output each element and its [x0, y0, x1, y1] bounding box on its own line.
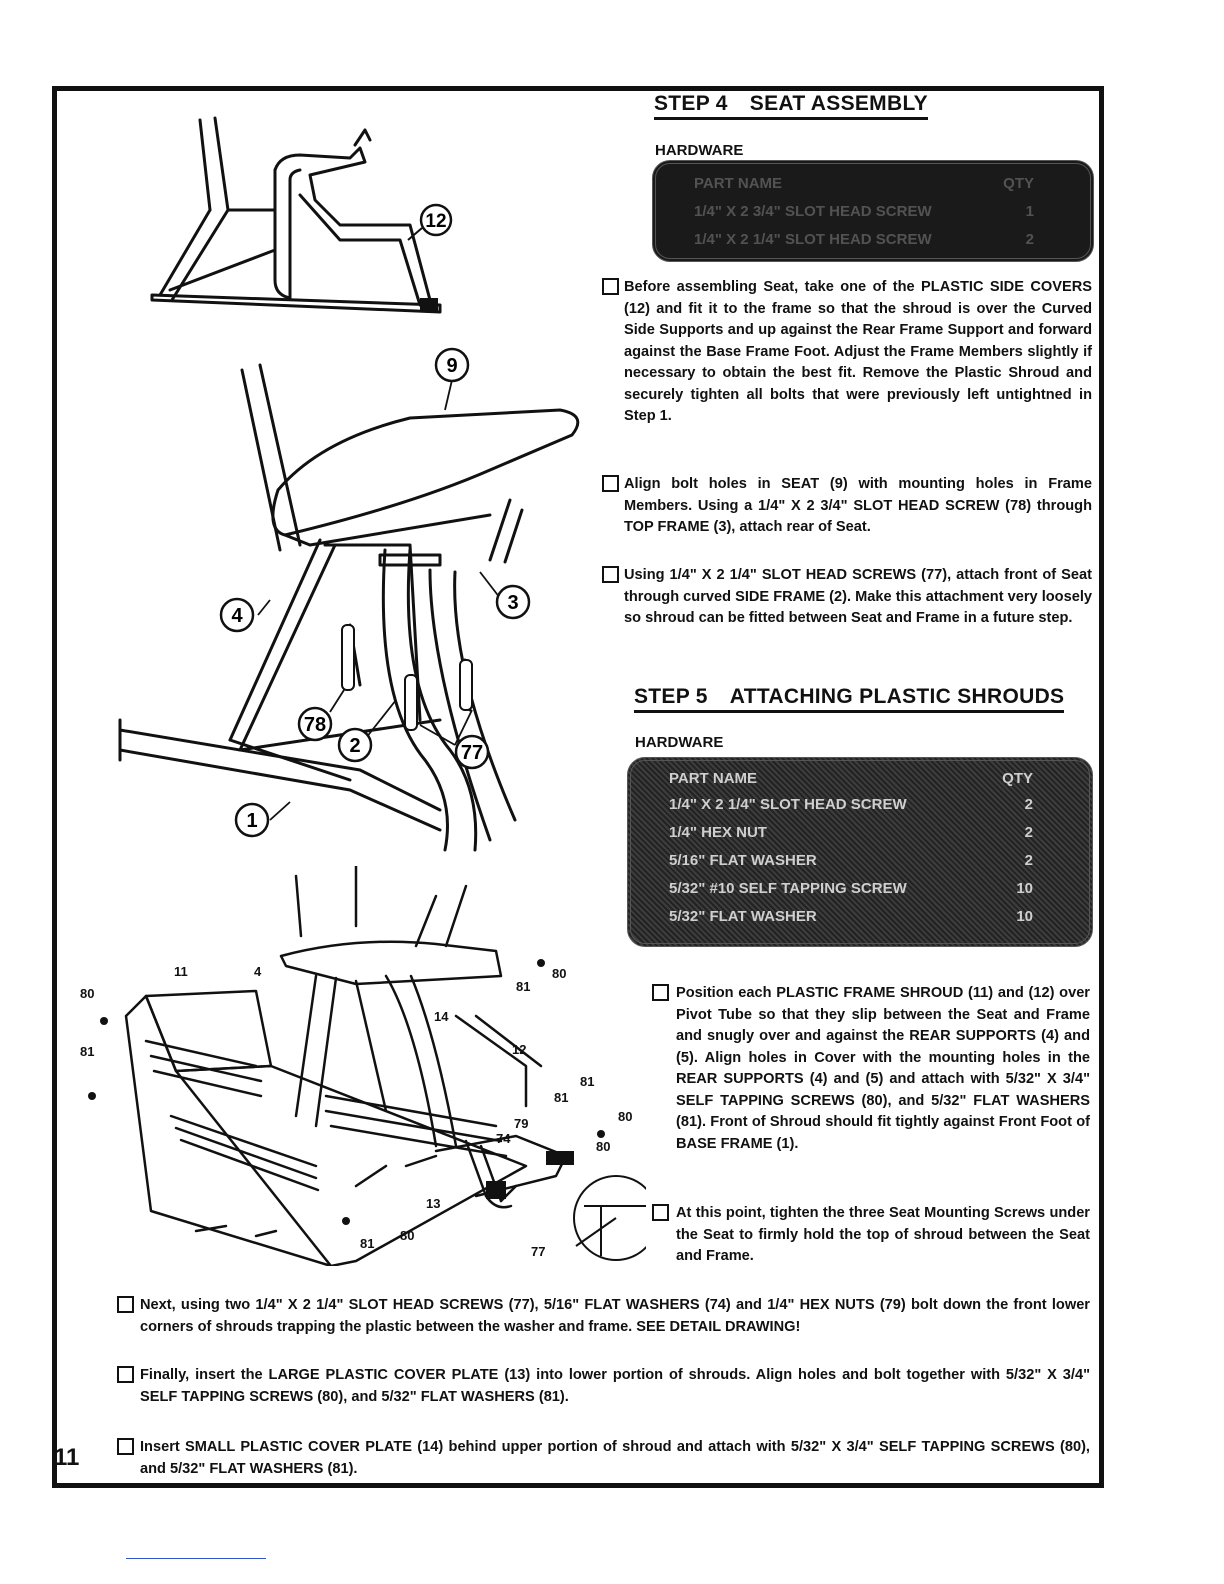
callout-label: 12 — [425, 211, 447, 232]
part-name: 1/4" HEX NUT — [669, 824, 767, 841]
part-name: 5/16" FLAT WASHER — [669, 852, 817, 869]
hardware-row — [631, 821, 1089, 845]
checkbox[interactable] — [652, 984, 669, 1001]
instruction-text: Before assembling Seat, take one of the PLASTIC SIDE COVERS (12) and fit it to the frame so that the shroud is over the Curved Side Supports and up against the Rear Frame Support and forward against the Base Frame Foot. Adjust the Frame Members slightly if necessary to obtain the best fit. Remove the Plastic Shroud and securely tighten all bolts that were previously left untightned in Step 1. — [624, 279, 1092, 424]
part-name-header: PART NAME — [669, 770, 758, 787]
checkbox[interactable] — [117, 1296, 134, 1313]
checkbox[interactable] — [602, 566, 619, 583]
callout-label: 81 — [360, 1236, 375, 1251]
hardware-header-row — [631, 767, 1089, 791]
part-qty: 2 — [1024, 796, 1033, 813]
step4-hardware-label: HARDWARE — [655, 142, 744, 159]
callout-label: 3 — [507, 592, 519, 614]
step5-instruction-5 — [140, 1437, 1090, 1480]
part-name: 1/4" X 2 1/4" SLOT HEAD SCREW — [669, 796, 907, 813]
instruction-text: Using 1/4" X 2 1/4" SLOT HEAD SCREWS (77), attach front of Seat through curved SIDE FRAME (2). Make this attachment very loosely so shroud can be fitted between Seat and Frame in a future step. — [624, 567, 1092, 626]
step4-heading — [654, 92, 928, 120]
instruction-text: Insert SMALL PLASTIC COVER PLATE (14) behind upper portion of shroud and attach with 5/32" X 3/4" SELF TAPPING SCREWS (80), and 5/32" FLAT WASHERS (81). — [140, 1439, 1090, 1477]
instruction-text: Next, using two 1/4" X 2 1/4" SLOT HEAD SCREWS (77), 5/16" FLAT WASHERS (74) and 1/4" HEX NUTS (79) bolt down the front lower corners of shrouds trapping the plastic between the washer and frame. SEE DETAIL DRAWING! — [140, 1297, 1090, 1335]
callout-label: 81 — [580, 1074, 595, 1089]
step4-instruction-3 — [624, 565, 1092, 630]
part-qty: 2 — [1024, 824, 1033, 841]
seat-assembly-illustration — [110, 340, 590, 870]
callout-label: 77 — [460, 742, 484, 764]
callout-label: 12 — [512, 1042, 527, 1057]
checkbox[interactable] — [602, 278, 619, 295]
page-number: 11 — [54, 1444, 80, 1471]
callout-label: 81 — [554, 1090, 569, 1105]
part-qty: 10 — [1016, 880, 1033, 897]
part-name: 5/32" FLAT WASHER — [669, 908, 817, 925]
callout-label: 11 — [174, 964, 188, 979]
hardware-row — [656, 200, 1090, 224]
step4-hardware-table — [652, 160, 1094, 262]
instruction-text: Finally, insert the LARGE PLASTIC COVER PLATE (13) into lower portion of shrouds. Align holes and bolt together with 5/32" X 3/4" SELF TAPPING SCREWS (80), and 5/32" FLAT WASHERS (81). — [140, 1367, 1090, 1405]
callout-label: 13 — [426, 1196, 441, 1211]
step5-title: ATTACHING PLASTIC SHROUDS — [729, 685, 1065, 708]
step4-instruction-1 — [624, 277, 1092, 428]
callout-label: 14 — [434, 1009, 449, 1024]
callout-label: 80 — [552, 966, 567, 981]
callout-label: 4 — [254, 964, 262, 979]
shroud-exploded-illustration — [56, 866, 646, 1266]
callout-label: 80 — [80, 986, 95, 1001]
step5-instruction-2 — [676, 1203, 1090, 1268]
callout-label: 80 — [618, 1109, 633, 1124]
checkbox[interactable] — [652, 1204, 669, 1221]
callout-label: 9 — [446, 355, 458, 377]
step5-instruction-4 — [140, 1365, 1090, 1408]
step5-heading — [634, 685, 1064, 713]
callout-label: 79 — [514, 1116, 529, 1131]
part-qty: 2 — [1024, 852, 1033, 869]
step5-hardware-label: HARDWARE — [635, 734, 724, 751]
part-name: 5/32" #10 SELF TAPPING SCREW — [669, 880, 907, 897]
step5-hardware-table — [627, 757, 1093, 947]
step4-title: SEAT ASSEMBLY — [749, 92, 928, 115]
part-name: 1/4" X 2 1/4" SLOT HEAD SCREW — [694, 231, 932, 248]
callout-label: 77 — [531, 1244, 546, 1259]
callout-label: 2 — [349, 735, 361, 757]
qty-header: QTY — [1003, 175, 1034, 192]
step4-instruction-2 — [624, 474, 1092, 539]
instruction-text: Position each PLASTIC FRAME SHROUD (11) and (12) over Pivot Tube so that they slip between the Seat and Frame and snugly over and against the REAR SUPPORTS (4) and (5). Align holes in Cover with the mounting holes in the REAR SUPPORTS (4) and (5) and attach with 5/32" X 3/4" SELF TAPPING SCREWS (80), and 5/32" FLAT WASHERS (81). Front of Shroud should fit tightly against Front Foot of BASE FRAME (1). — [676, 985, 1090, 1152]
qty-header: QTY — [1002, 770, 1033, 787]
side-cover-illustration — [140, 100, 470, 330]
step5-number: STEP 5 — [634, 685, 708, 708]
callout-label: 81 — [516, 979, 531, 994]
callout-label: 78 — [303, 714, 327, 736]
hardware-row — [631, 849, 1089, 873]
step5-instruction-1 — [676, 983, 1090, 1155]
instruction-text: Align bolt holes in SEAT (9) with mounting holes in Frame Members. Using a 1/4" X 2 3/4" SLOT HEAD SCREW (78) through TOP FRAME (3), attach rear of Seat. — [624, 476, 1092, 535]
callout-label: 4 — [231, 605, 243, 627]
part-qty: 10 — [1016, 908, 1033, 925]
callout-label: 80 — [596, 1139, 611, 1154]
instruction-text: At this point, tighten the three Seat Mounting Screws under the Seat to firmly hold the top of shroud between the Seat and Frame. — [676, 1205, 1090, 1264]
hardware-row — [631, 905, 1089, 929]
part-qty: 2 — [1025, 231, 1034, 248]
bottom-rule — [126, 1558, 266, 1559]
callout-label: 81 — [80, 1044, 95, 1059]
hardware-row — [631, 877, 1089, 901]
checkbox[interactable] — [117, 1366, 134, 1383]
checkbox[interactable] — [117, 1438, 134, 1455]
checkbox[interactable] — [602, 475, 619, 492]
hardware-row — [631, 793, 1089, 817]
part-name: 1/4" X 2 3/4" SLOT HEAD SCREW — [694, 203, 932, 220]
step5-instruction-3 — [140, 1295, 1090, 1338]
hardware-header-row — [656, 172, 1090, 196]
part-name-header: PART NAME — [694, 175, 783, 192]
hardware-row — [656, 228, 1090, 252]
callout-label: 1 — [246, 810, 258, 832]
part-qty: 1 — [1025, 203, 1034, 220]
callout-label: 80 — [400, 1228, 415, 1243]
callout-label: 74 — [496, 1131, 511, 1146]
step4-number: STEP 4 — [654, 92, 728, 115]
